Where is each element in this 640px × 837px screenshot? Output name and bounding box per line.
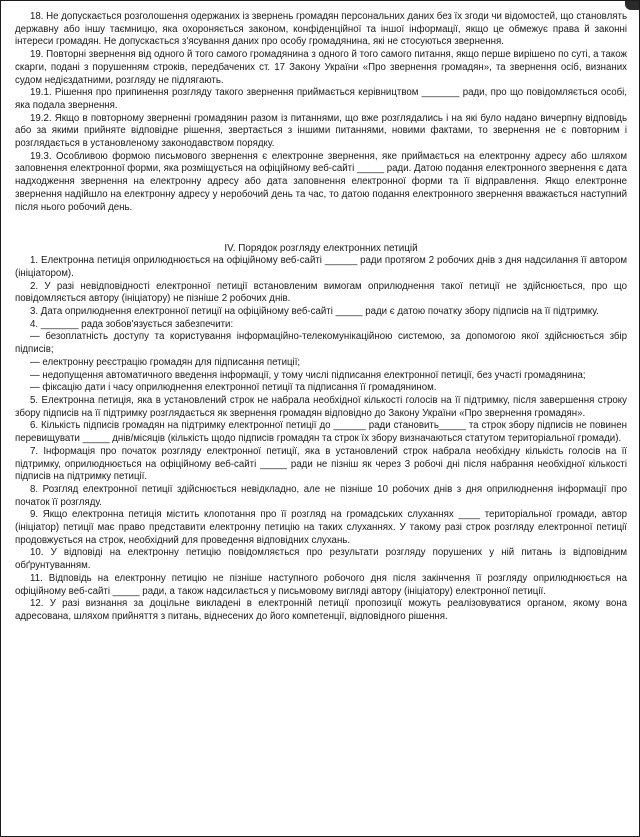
petition-item-4-bullet-3: — недопущення автоматичного введення інформації, у тому числі підписання електронної петиції, без участі громадянина; <box>30 369 586 381</box>
petition-item-12: 12. У разі визнання за доцільне викладені в електронній петиції пропозиції можуть реалізовуватися органом, якому вона адресована, шляхом прийняття з питань, віднесених до його компетенції, відповідного рішення. <box>15 598 627 622</box>
section-iv-petitions <box>15 242 627 623</box>
petition-item-6: 6. Кількість підписів громадян на підтримку електронної петиції до ______ ради становить_____ та строк збору підписів не повинен перевищувати _____ днів/місяців (кількість щодо підписів громадян та строк їх збору визначаються статутом територіальної громади). <box>15 420 627 445</box>
section-iv-heading: IV. Порядок розгляду електронних петицій <box>224 243 418 255</box>
document-body <box>15 11 627 624</box>
paragraph-18: 18. Не допускається розголошення одержаних із звернень громадян персональних даних без їх згоди чи відомостей, що становлять державну або іншу таємницю, яка охороняється законом, конфіденційної та іншої інформації, якщо це обмежує права й законні інтереси громадян. Не допускається з'ясування даних про особу громадянина, які не стосуються звернення. <box>15 11 627 48</box>
section-spacer <box>15 214 627 242</box>
section-appeals <box>15 11 627 214</box>
petition-item-1: 1. Електронна петиція оприлюднюється на офіційному веб-сайті ______ ради протягом 2 робочих днів з дня надсилання її автором (ініціатором). <box>15 255 627 279</box>
paragraph-19-3: 19.3. Особливою формою письмового звернення є електронне звернення, яке приймається на електронну адресу або шляхом заповнення електронної форми, яка розміщується на офіційному веб-сайті _____ ради. Датою подання електронного звернення є дата надходження звернення на електронну адресу або дата заповнення електронної форми та її відправлення. Якщо електронне звернення надійшло на електронну адресу у неробочий день та час, то датою подання електронного звернення вважається наступний після нього робочий день. <box>15 150 627 213</box>
paragraph-19: 19. Повторні звернення від одного й того самого громадянина з одного й того самого питання, якщо перше вирішено по суті, а також скарги, подані з порушенням строків, передбачених ст. 17 Закону України «Про звернення громадян», та звернення осіб, визнаних судом недієздатними, розгляду не підлягають. <box>15 49 627 86</box>
paragraph-19-1: 19.1. Рішення про припинення розгляду такого звернення приймається керівництвом _______ ради, про що повідомляється особі, яка подала звернення. <box>15 87 627 111</box>
petition-item-3: 3. Дата оприлюднення електронної петиції на офіційному веб-сайті _____ ради є датою початку збору підписів на її підтримку. <box>30 306 599 318</box>
petition-item-11: 11. Відповідь на електронну петицію не пізніше наступного робочого дня після закінчення її розгляду оприлюднюється на офіційному веб-сайті _____ ради, а також надсилається у письмовому вигляді автору (ініціатору) електронної петиції. <box>15 572 627 597</box>
paragraph-19-2: 19.2. Якщо в повторному зверненні громадянин разом із питаннями, що вже розглядались і на які було надано вичерпну відповідь або за якими прийняте відповідне рішення, звертається з іншими питаннями, новими фактами, то звернення не є повторним і розглядається в установленому законодавством порядку. <box>15 112 627 150</box>
petition-item-5: 5. Електронна петиція, яка в установлений строк не набрала необхідної кількості голосів на її підтримку, після завершення строку збору підписів на її підтримку розглядається як звернення громадян відповідно до Закону України «Про звернення громадян». <box>15 394 627 419</box>
petition-item-4-bullet-2: — електронну реєстрацію громадян для підписання петиції; <box>30 356 301 368</box>
page-corner-mark <box>625 1 639 10</box>
petition-item-7: 7. Інформація про початок розгляду електронної петиції, яка в установлений строк набрала необхідну кількість голосів на її підтримку, оприлюднюється на офіційному веб-сайті _____ ради не пізніш як через 3 робочі дні після набрання необхідної кількості підписів на підтримку петиції. <box>15 445 627 483</box>
petition-item-9: 9. Якщо електронна петиція містить клопотання про її розгляд на громадських слуханнях ____ територіальної громади, автор (ініціатор) петиції має право представити електронну петицію на таких слуханнях. У такому разі строк розгляду електронної петиції продовжується на строк, необхідний для проведення відповідних слухань. <box>15 509 627 546</box>
petition-item-4-bullet-4: — фіксацію дати і часу оприлюднення електронної петиції та підписання її громадянином. <box>30 382 437 394</box>
petition-item-8: 8. Розгляд електронної петиції здійснюється невідкладно, але не пізніше 10 робочих днів з дня оприлюднення інформації про початок її розгляду. <box>15 483 627 508</box>
petition-item-2: 2. У разі невідповідності електронної петиції встановленим вимогам оприлюднення такої петиції не здійснюється, про що повідомляється автору (ініціатору) не пізніше 2 робочих днів. <box>15 280 627 305</box>
petition-item-10: 10. У відповіді на електронну петицію повідомляється про результати розгляду порушених у ній питань із відповідним обґрунтуванням. <box>15 547 627 572</box>
petition-item-4-bullet-1: — безоплатність доступу та користування інформаційно-телекомунікаційною системою, за допомогою якої здійснюється збір підписів; <box>15 331 627 356</box>
petition-item-4: 4. _______ рада зобов'язується забезпечити: <box>30 318 234 330</box>
